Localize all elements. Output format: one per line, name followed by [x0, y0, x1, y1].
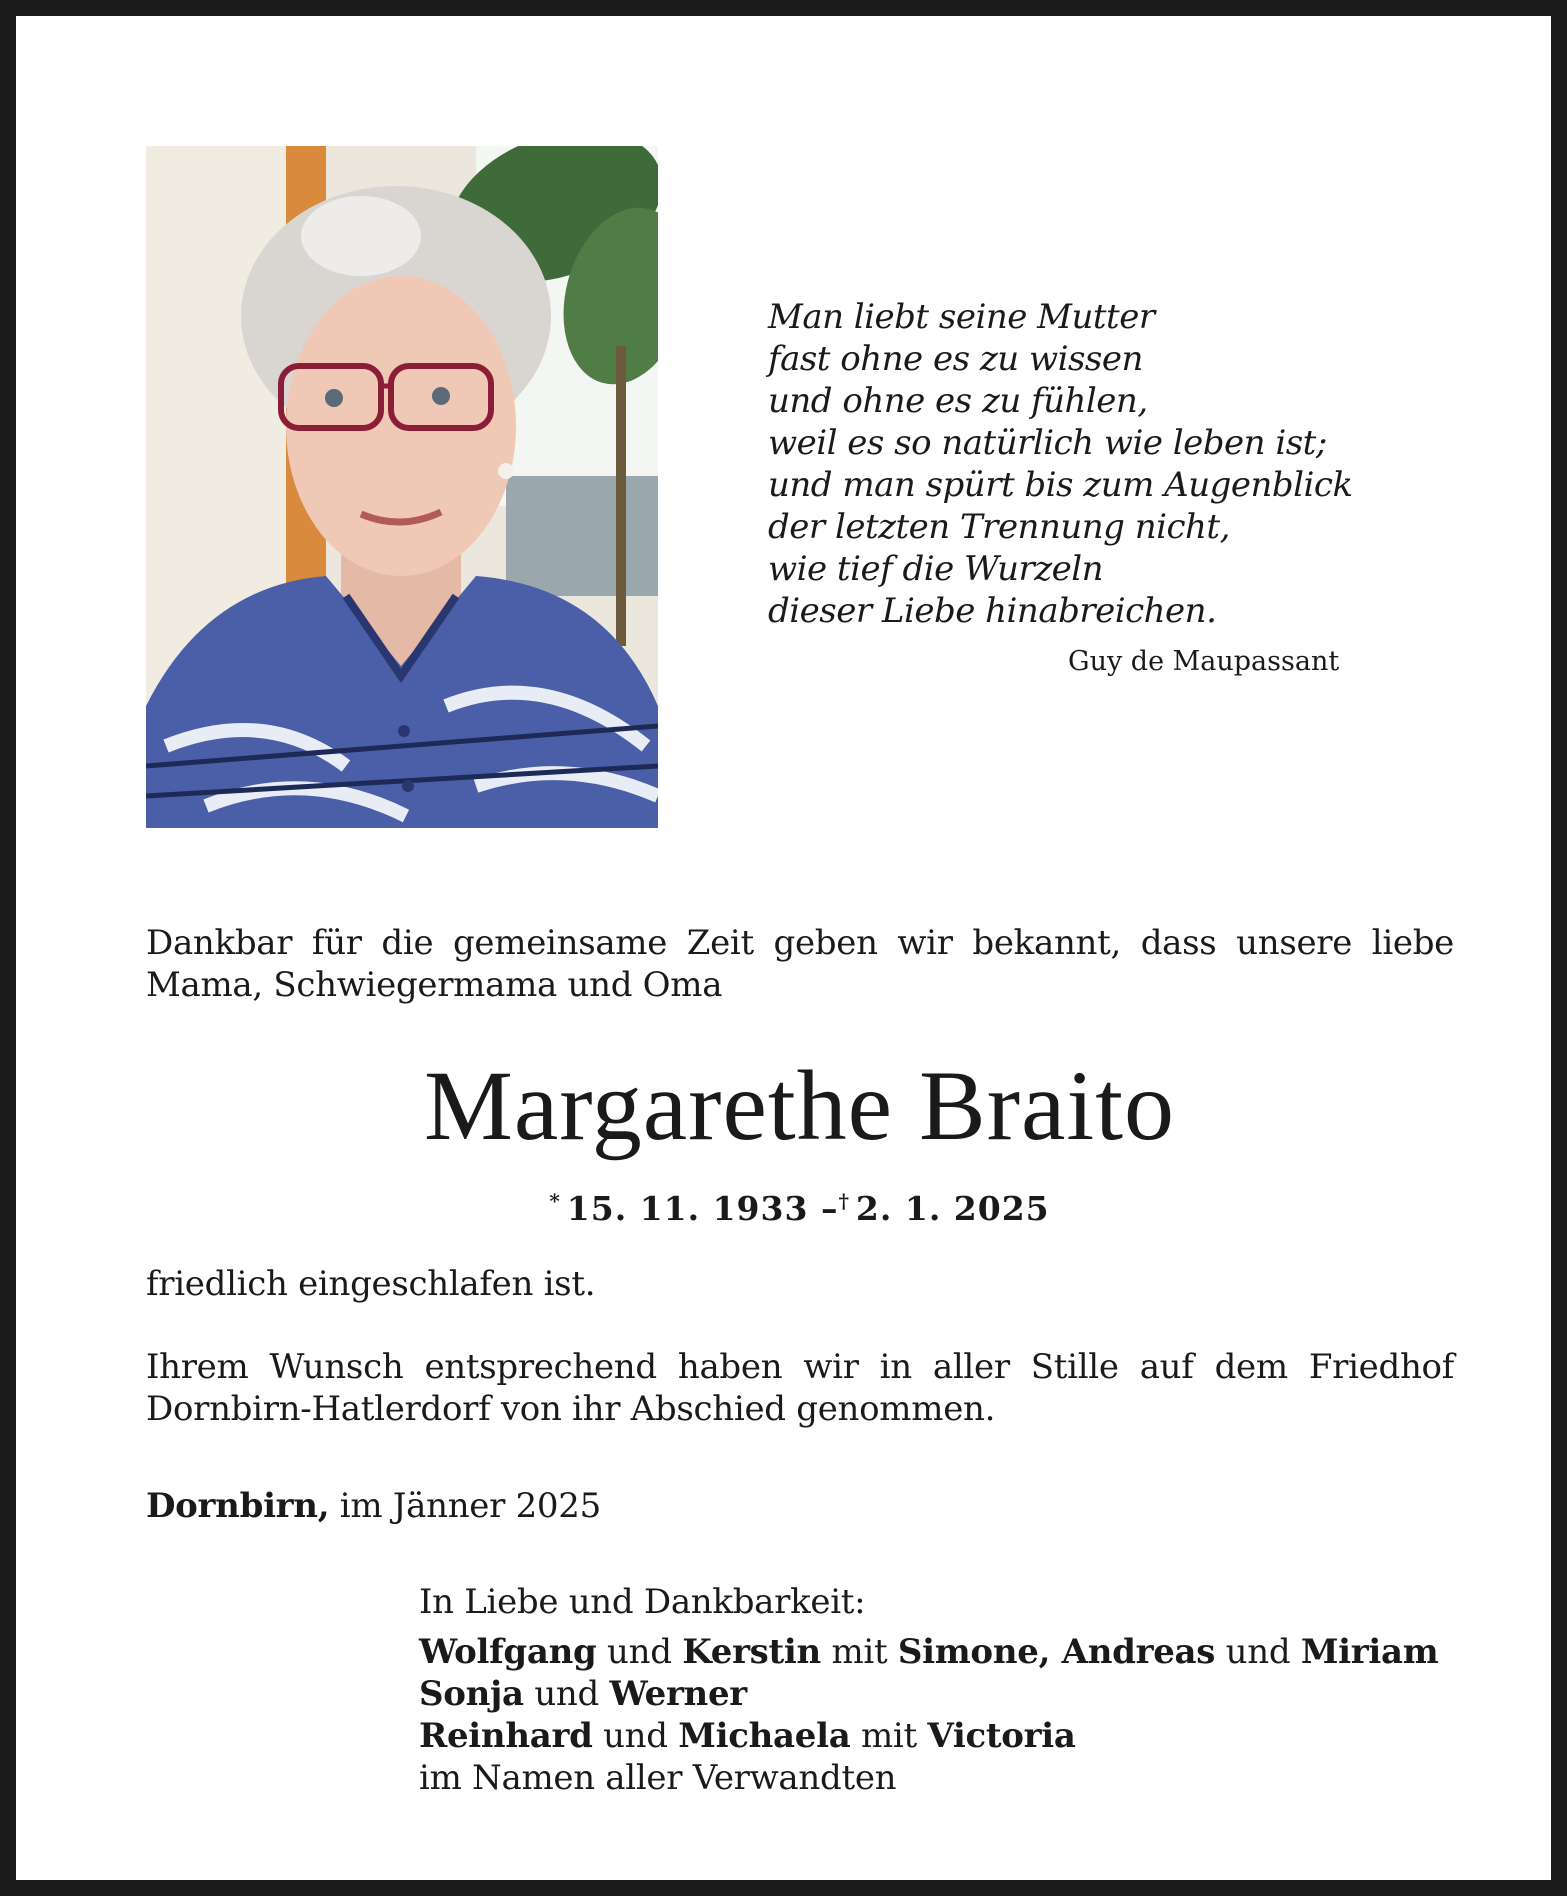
mourner-name: Simone, Andreas — [897, 1632, 1216, 1672]
death-date: 2. 1. 2025 — [855, 1189, 1050, 1228]
quote-line: dieser Liebe hinabreichen. — [768, 591, 1217, 631]
signature-footer: im Namen aller Verwandten — [419, 1758, 897, 1798]
place-date — [146, 1485, 1454, 1527]
connector: mit — [831, 1632, 888, 1672]
poem-quote — [768, 296, 1368, 632]
signature-header: In Liebe und Dankbarkeit: — [419, 1582, 866, 1622]
connector: und — [1225, 1632, 1291, 1672]
quote-line: der letzten Trennung nicht, — [768, 507, 1230, 547]
quote-line: und ohne es zu fühlen, — [768, 381, 1148, 421]
place-name: Dornbirn, — [146, 1486, 330, 1526]
connector: mit — [860, 1716, 917, 1756]
life-dates — [16, 1179, 1567, 1231]
quote-line: fast ohne es zu wissen — [768, 339, 1143, 379]
intro-text: Dankbar für die gemeinsame Zeit geben wir bekannt, dass unsere liebe Mama, Schwiegermama und Oma — [146, 923, 1454, 1005]
signature-line — [419, 1715, 1438, 1757]
connector: und — [603, 1716, 668, 1756]
quote-line: wie tief die Wurzeln — [768, 549, 1104, 589]
connector: und — [534, 1674, 599, 1714]
mourner-name: Miriam — [1300, 1632, 1439, 1672]
death-cross-icon: † — [838, 1189, 850, 1213]
birth-star-icon: * — [549, 1189, 561, 1213]
portrait-photo — [146, 146, 658, 828]
mourner-name: Reinhard — [419, 1716, 593, 1756]
mourner-name: Sonja — [419, 1674, 524, 1714]
signature-line — [419, 1673, 1438, 1715]
status-text: friedlich eingeschlafen ist. — [146, 1264, 596, 1304]
connector: und — [607, 1632, 672, 1672]
mourner-name: Wolfgang — [419, 1632, 597, 1672]
date-separator: – — [820, 1189, 839, 1228]
deceased-name: Margarethe Braito — [424, 1050, 1175, 1161]
birth-date: 15. 11. 1933 — [566, 1189, 809, 1228]
mourner-name: Werner — [609, 1674, 747, 1714]
farewell-text: Ihrem Wunsch entsprechend haben wir in aller Stille auf dem Friedhof Dornbirn-Hatlerdorf von ihr Abschied genommen. — [146, 1347, 1454, 1429]
quote-author: Guy de Maupassant — [1068, 646, 1340, 677]
quote-line: Man liebt seine Mutter — [768, 297, 1155, 337]
quote-line: und man spürt bis zum Augenblick — [768, 465, 1353, 505]
mourner-name: Victoria — [927, 1716, 1076, 1756]
quote-line: weil es so natürlich wie leben ist; — [768, 423, 1327, 463]
signature-line — [419, 1631, 1438, 1673]
signature-block — [419, 1581, 1438, 1799]
mourner-name: Kerstin — [682, 1632, 821, 1672]
mourner-name: Michaela — [678, 1716, 851, 1756]
date-text: im Jänner 2025 — [339, 1486, 601, 1526]
